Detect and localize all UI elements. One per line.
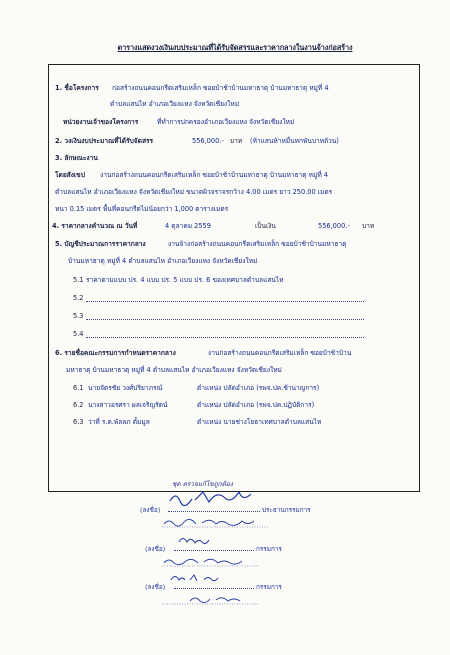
member-2-name: นางสาวอรศรา ผลเจริญรัตน์ <box>88 401 168 409</box>
member-3-name: ว่าที่ ร.ต.พัลลภ ตั้มมูล <box>88 418 150 426</box>
agency-label: หน่วยงานเจ้าของโครงการ <box>63 118 139 126</box>
member2-role: กรรมการ <box>256 583 282 591</box>
work-summary-label: โดยสังเขป <box>55 171 85 179</box>
estimate-5-4-no: 5.4 <box>73 330 84 338</box>
estimate-5-1-no: 5.1 <box>73 276 84 284</box>
estimate-label: 5. บัญชีประมาณการราคากลาง <box>55 240 146 248</box>
project-name-label: 1. ชื่อโครงการ <box>55 84 99 92</box>
agency-value: ที่ทำการปกครองอำเภอเวียงแหง จังหวัดเชียงใหม่ <box>157 118 295 126</box>
estimate-5-3-line <box>86 319 364 320</box>
project-name-value-line2: ตำบลแสนไห อำเภอเวียงแหง จังหวัดเชียงใหม่ <box>110 100 240 108</box>
median-price-unit: บาท <box>362 222 375 230</box>
chair-name-handwriting <box>160 515 270 529</box>
chair-sign-line <box>168 511 260 512</box>
budget-value: 556,000.- <box>192 137 224 145</box>
median-price-date: 4 ตุลาคม 2559 <box>165 222 211 230</box>
estimate-5-1-value: ราคาตามแบบ ปร. 4 แบบ ปร. 5 แบบ ปร. 6 ของเทศบาลตำบลแสนไห <box>86 276 284 284</box>
document-title: ตารางแสดงวงเงินงบประมาณที่ได้รับจัดสรรและราคากลางในงานจ้างก่อสร้าง <box>117 43 353 52</box>
median-price-mid: เป็นเงิน <box>255 222 276 230</box>
budget-words: (ห้าแสนห้าหมื่นหกพันบาทถ้วน) <box>250 137 339 145</box>
project-name-value: ก่อสร้างถนนคอนกรีตเสริมเหล็ก ซอยบ้าช้าบ้านมหาธาตุ บ้านมหาธาตุ หมู่ที่ 4 <box>112 84 329 92</box>
work-type-label: 3. ลักษณะงาน <box>55 154 98 162</box>
member-3-no: 6.3 <box>73 418 84 426</box>
member1-signature-mark <box>176 534 216 546</box>
member-3-position: ตำแหน่ง นายช่างโยธาเทศบาลตำบลแสนไห <box>197 418 322 426</box>
member-2-no: 6.2 <box>73 401 84 409</box>
estimate-5-2-line <box>86 301 364 302</box>
chair-sign-prefix: (ลงชื่อ) <box>140 506 161 514</box>
work-summary-line3: หนา 0.15 เมตร พื้นที่คอนกรีตไม่น้อยกว่า 1,000 ตารางเมตร <box>55 205 229 213</box>
median-price-label: 4. ราคากลางคำนวณ ณ วันที่ <box>52 222 138 230</box>
committee-value: งานก่อสร้างถนนคอนกรีตเสริมเหล็ก ซอยบ้าช้าบ้าน <box>208 349 352 357</box>
budget-unit: บาท <box>230 137 243 145</box>
member-2-position: ตำแหน่ง ปลัดอำเภอ (รพจ.ปค.ปฏิบัติการ) <box>197 401 315 409</box>
budget-label: 2. วงเงินงบประมาณที่ได้รับจัดสรร <box>55 137 154 145</box>
certified-stamp: ชุด ตรวจแก้ไขถูกต้อง <box>172 480 233 488</box>
member-1-no: 6.1 <box>73 384 84 392</box>
estimate-value-line2: บ้านมหาธาตุ หมู่ที่ 4 ตำบลแสนไห อำเภอเวียงแหง จังหวัดเชียงใหม่ <box>68 257 258 265</box>
chair-signature-mark <box>165 486 265 508</box>
committee-value-line2: มหาธาตุ บ้านมหาธาตุ หมู่ที่ 4 ตำบลแสนไห อำเภอเวียงแหง จังหวัดเชียงใหม่ <box>66 366 282 374</box>
chair-role: ประธานกรรมการ <box>262 506 311 514</box>
member-1-name: นายจัตรชัย วงศ์ปริยาภรณ์ <box>88 384 163 392</box>
member2-sign-prefix: (ลงชื่อ) <box>145 583 166 591</box>
work-summary-line1: งานก่อสร้างถนนคอนกรีตเสริมเหล็ก ซอยบ้าช้าบ้านมหาธาตุ บ้านมหาธาตุ หมู่ที่ 4 <box>100 171 328 179</box>
member1-sign-line <box>174 550 254 551</box>
member-1-position: ตำแหน่ง ปลัดอำเภอ (รพจ.ปค.ช้านาญการ) <box>197 384 320 392</box>
estimate-5-4-line <box>86 337 364 338</box>
member2-name-handwriting <box>160 592 260 606</box>
estimate-5-2-no: 5.2 <box>73 294 84 302</box>
member2-sign-line <box>174 588 254 589</box>
estimate-value: งานจ้างก่อสร้างถนนคอนกรีตเสริมเหล็ก ซอยบ้าช้าบ้านมหาธาตุ <box>168 240 347 248</box>
member1-sign-prefix: (ลงชื่อ) <box>145 545 166 553</box>
member1-name-handwriting <box>160 554 260 568</box>
member1-role: กรรมการ <box>256 545 282 553</box>
committee-label: 6. รายชื่อคณะกรรมการกำหนดราคากลาง <box>55 349 176 357</box>
work-summary-line2: ตำบลแสนไห อำเภอเวียงแหง จังหวัดเชียงใหม่ ขนาดผิวจราจรกว้าง 4.00 เมตร ยาว 250.00 เมตร <box>55 188 333 196</box>
member2-signature-mark <box>168 572 228 584</box>
estimate-5-3-no: 5.3 <box>73 312 84 320</box>
median-price-value: 556,000.- <box>318 222 350 230</box>
